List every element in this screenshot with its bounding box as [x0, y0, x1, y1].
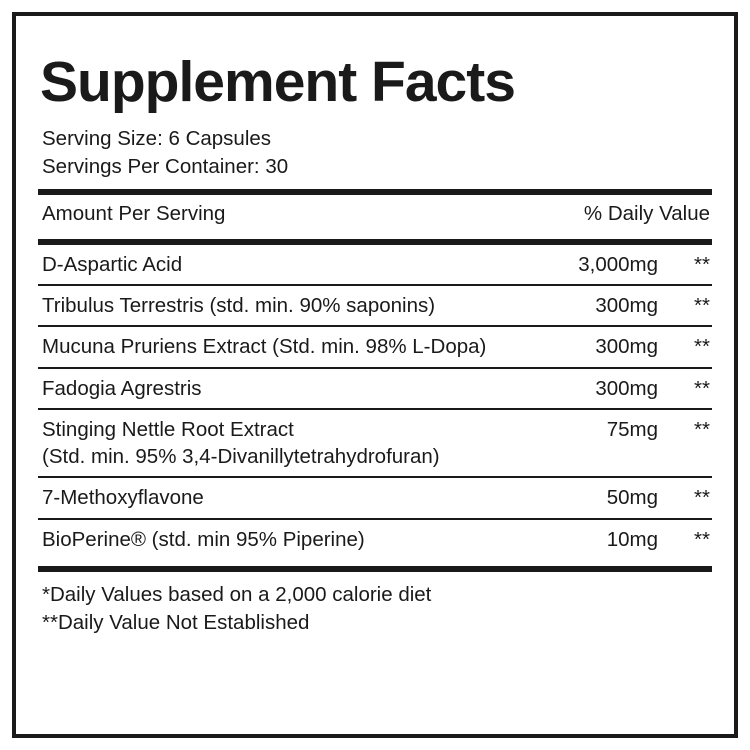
ingredient-name: Stinging Nettle Root Extract: [42, 417, 294, 441]
table-row: [38, 478, 712, 517]
footnote-daily-values: *Daily Values based on a 2,000 calorie diet: [42, 582, 432, 606]
footnotes: [42, 581, 712, 638]
ingredient-amount: 300mg: [595, 335, 658, 359]
ingredient-name-second-line: (Std. min. 95% 3,4-Divanillytetrahydrofuran): [42, 445, 440, 469]
amount-per-serving-header: Amount Per Serving: [42, 201, 226, 225]
ingredient-name: Tribulus Terrestris (std. min. 90% saponins): [42, 294, 436, 318]
ingredient-daily-value: **: [694, 486, 710, 510]
ingredient-amount: 300mg: [595, 294, 658, 318]
divider-thick-bottom: [38, 566, 712, 572]
ingredient-daily-value: **: [694, 417, 710, 441]
ingredient-name: D-Aspartic Acid: [42, 252, 183, 276]
servings-per-container: Servings Per Container: 30: [42, 155, 289, 179]
ingredient-name: Fadogia Agrestris: [42, 376, 202, 400]
supplement-facts-panel: [12, 12, 738, 738]
daily-value-header: % Daily Value: [583, 201, 710, 225]
table-row: [38, 327, 712, 366]
table-row: [38, 410, 712, 477]
table-header: [38, 195, 712, 232]
ingredient-amount: 3,000mg: [578, 252, 658, 276]
ingredient-daily-value: **: [694, 252, 710, 276]
ingredient-name-block: [38, 416, 566, 471]
ingredient-daily-value: **: [694, 335, 710, 359]
serving-size: Serving Size: 6 Capsules: [42, 127, 272, 150]
table-row: [38, 245, 712, 284]
ingredient-amount: 300mg: [595, 376, 658, 400]
ingredient-daily-value: **: [694, 376, 710, 400]
ingredient-name: 7-Methoxyflavone: [42, 486, 204, 510]
ingredient-amount: 10mg: [606, 527, 658, 551]
ingredient-daily-value: **: [694, 527, 710, 551]
serving-info: [42, 125, 712, 182]
ingredient-amount: 75mg: [606, 417, 658, 441]
ingredient-name: Mucuna Pruriens Extract (Std. min. 98% L-Dopa): [42, 335, 487, 359]
ingredient-amount: 50mg: [606, 486, 658, 510]
table-row: [38, 369, 712, 408]
page-title: Supplement Facts: [40, 50, 515, 114]
ingredient-daily-value: **: [694, 294, 710, 318]
supplement-facts-content: [38, 50, 712, 637]
ingredient-name: BioPerine® (std. min 95% Piperine): [42, 527, 365, 551]
footnote-not-established: **Daily Value Not Established: [42, 611, 310, 635]
table-row: [38, 520, 712, 559]
table-row: [38, 286, 712, 325]
